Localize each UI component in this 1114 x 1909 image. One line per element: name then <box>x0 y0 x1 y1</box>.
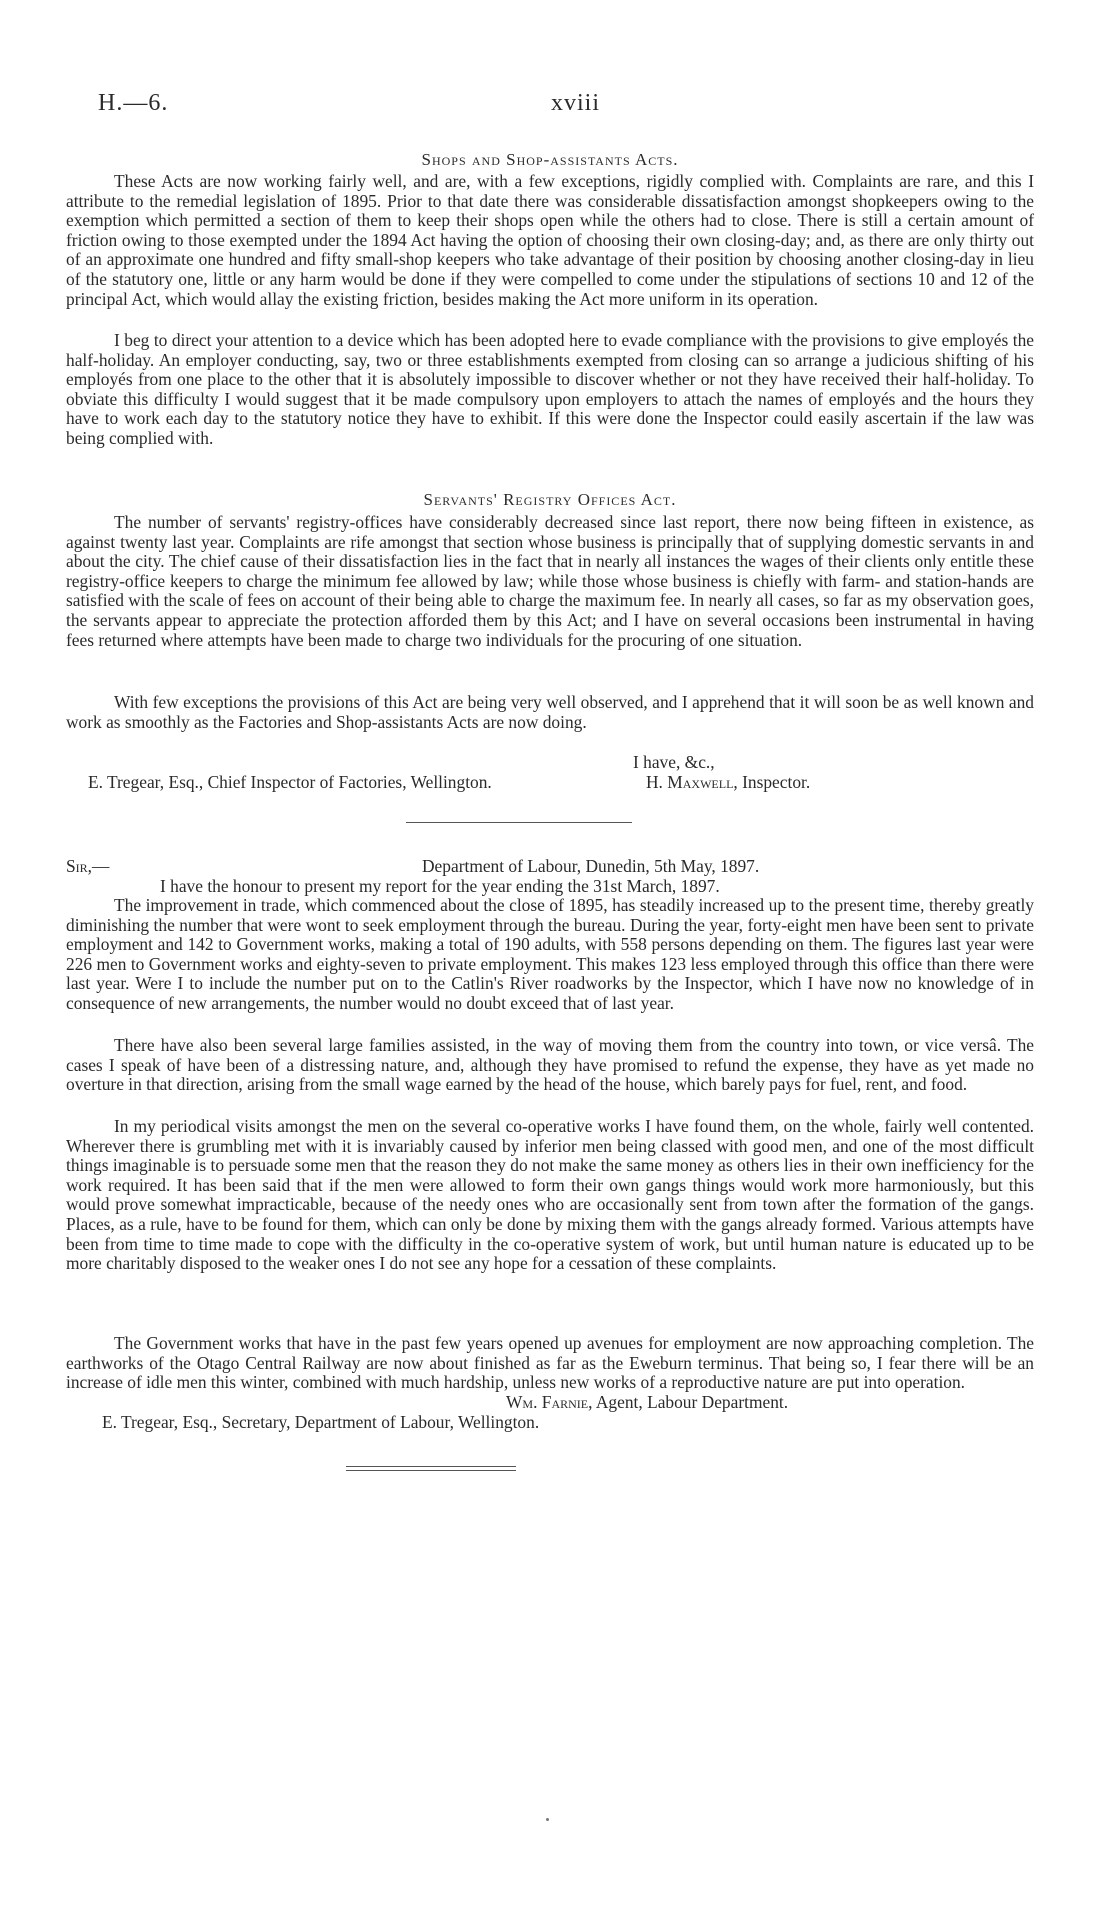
paragraph: The Government works that have in the past few years opened up avenues for employment are now approaching completion. The earthworks of the Otago Central Railway are now about finished as far as the Eweburn terminus. That being so, I fear there will be an increase of idle men this winter, combined with much hardship, unless new works of a reproductive nature are put into operation. <box>66 1333 1034 1393</box>
divider <box>406 822 632 823</box>
opening-line: I have the honour to present my report for the year ending the 31st March, 1897. <box>160 876 720 896</box>
addressee: E. Tregear, Esq., Chief Inspector of Factories, Wellington. <box>88 772 492 792</box>
paragraph: These Acts are now working fairly well, and are, with a few exceptions, rigidly complied with. Complaints are rare, and this I attribute to the remedial legislation of 1895. Prior to that date there was considerable dissatisfaction amongst shopkeepers owing to the exemption which permitted a section of them to keep their shops open while the others had to close. There is still a certain amount of friction owing to those exempted under the 1894 Act having the option of choosing their own closing-day; and, as there are only thirty out of an approximate one hundred and fifty small-shop keepers who take advantage of their position by choosing another closing-day in lieu of the statutory one, little or any harm would be done if they were compelled to come under the stipulations of sections 10 and 12 of the principal Act, which would allay the existing friction, besides making the Act more uniform in its operation. <box>66 171 1034 309</box>
paragraph: I beg to direct your attention to a device which has been adopted here to evade compliance with the provisions to give employés the half-holiday. An employer conducting, say, two or three establishments exempted from closing can so arrange a judicious shifting of his employés from one place to the other that it is absolutely impossible to discover whether or not they have received their half-holiday. To obviate this difficulty I would suggest that it be made compulsory upon employers to attach the names of employés and the hours they have to work each day to the statutory notice they have to exhibit. If this were done the Inspector could easily ascertain if the law was being complied with. <box>66 330 1034 448</box>
paragraph: The number of servants' registry-offices have considerably decreased since last report, there now being fifteen in existence, as against twenty last year. Complaints are rife amongst that section whose business is principally that of supplying domestic servants in and about the city. The chief cause of their dissatisfaction lies in the fact that in nearly all instances the wages of their clients only entitle these registry-office keepers to charge the minimum fee allowed by law; while those whose business is chiefly with farm- and station-hands are satisfied with the scale of fees on account of their being able to charge the maximum fee. In nearly all cases, so far as my observation goes, the servants appear to appreciate the protection afforded them by this Act; and I have on several occasions been instrumental in having fees returned where attempts have been made to charge two individuals for the procuring of one situation. <box>66 512 1034 650</box>
dateline: Department of Labour, Dunedin, 5th May, 1897. <box>422 856 760 876</box>
signature-initial: H. <box>646 772 663 792</box>
signature-role: , Inspector. <box>733 772 811 792</box>
speck <box>546 1818 549 1821</box>
signature <box>506 1392 788 1413</box>
closing-line: I have, &c., <box>633 752 715 772</box>
paragraph: With few exceptions the provisions of this Act are being very well observed, and I apprehend that it will soon be as well known and work as smoothly as the Factories and Shop-assistants Acts are now doing. <box>66 692 1034 732</box>
salutation: Sir,— <box>66 856 110 876</box>
signature-initial: Wm. <box>506 1392 538 1412</box>
end-divider <box>346 1466 516 1467</box>
section-title-shops: Shops and Shop-assistants Acts. <box>421 150 679 169</box>
paragraph: There have also been several large families assisted, in the way of moving them from the country into town, or vice versâ. The cases I speak of have been of a distressing nature, and, although they have promised to refund the expense, they have as yet made no overture in that direction, arising from the small wage earned by the head of the house, which barely pays for fuel, rent, and food. <box>66 1035 1034 1095</box>
paragraph: The improvement in trade, which commenced about the close of 1895, has steadily increased up to the present time, thereby greatly diminishing the number that were wont to seek employment through the bureau. During the year, forty-eight men have been sent to private employment and 142 to Government works, making a total of 190 adults, with 558 persons depending on them. The figures last year were 226 men to Government works and eighty-seven to private employment. This makes 123 less employed through this office than there were last year. Were I to include the number put on to the Catlin's River roadworks by the Inspector, which I have now no knowledge of in consequence of new arrangements, the number would no doubt exceed that of last year. <box>66 895 1034 1013</box>
section-title-registry: Servants' Registry Offices Act. <box>423 490 677 509</box>
paragraph: In my periodical visits amongst the men on the several co-operative works I have found them, on the whole, fairly well contented. Wherever there is grumbling met with it is invariably caused by inferior men being classed with good men, and one of the most difficult things imaginable is to persuade some men that the reason they do not make the same money as others lies in their own inefficiency for the work required. It has been said that if the men were allowed to form their own gangs things would work more harmoniously, but this would prove somewhat impracticable, because of the needy ones who are occasionally sent from town after the formation of the gangs. Places, as a rule, have to be found for them, which can only be done by mixing them with the gangs already formed. Various attempts have been from time to time made to cope with the difficulty in the co-operative system of work, but until human nature is educated up to be more charitably disposed to the weaker ones I do not see any hope for a cessation of these complaints. <box>66 1116 1034 1274</box>
addressee: E. Tregear, Esq., Secretary, Department of Labour, Wellington. <box>102 1412 540 1432</box>
page-number: xviii <box>551 90 601 116</box>
signature-name: Maxwell <box>667 772 734 792</box>
signature <box>646 772 810 793</box>
end-divider <box>346 1470 516 1471</box>
signature-name: Farnie <box>541 1392 589 1412</box>
signature-role: , Agent, Labour Department. <box>588 1392 789 1412</box>
page-reference: H.—6. <box>98 90 169 116</box>
